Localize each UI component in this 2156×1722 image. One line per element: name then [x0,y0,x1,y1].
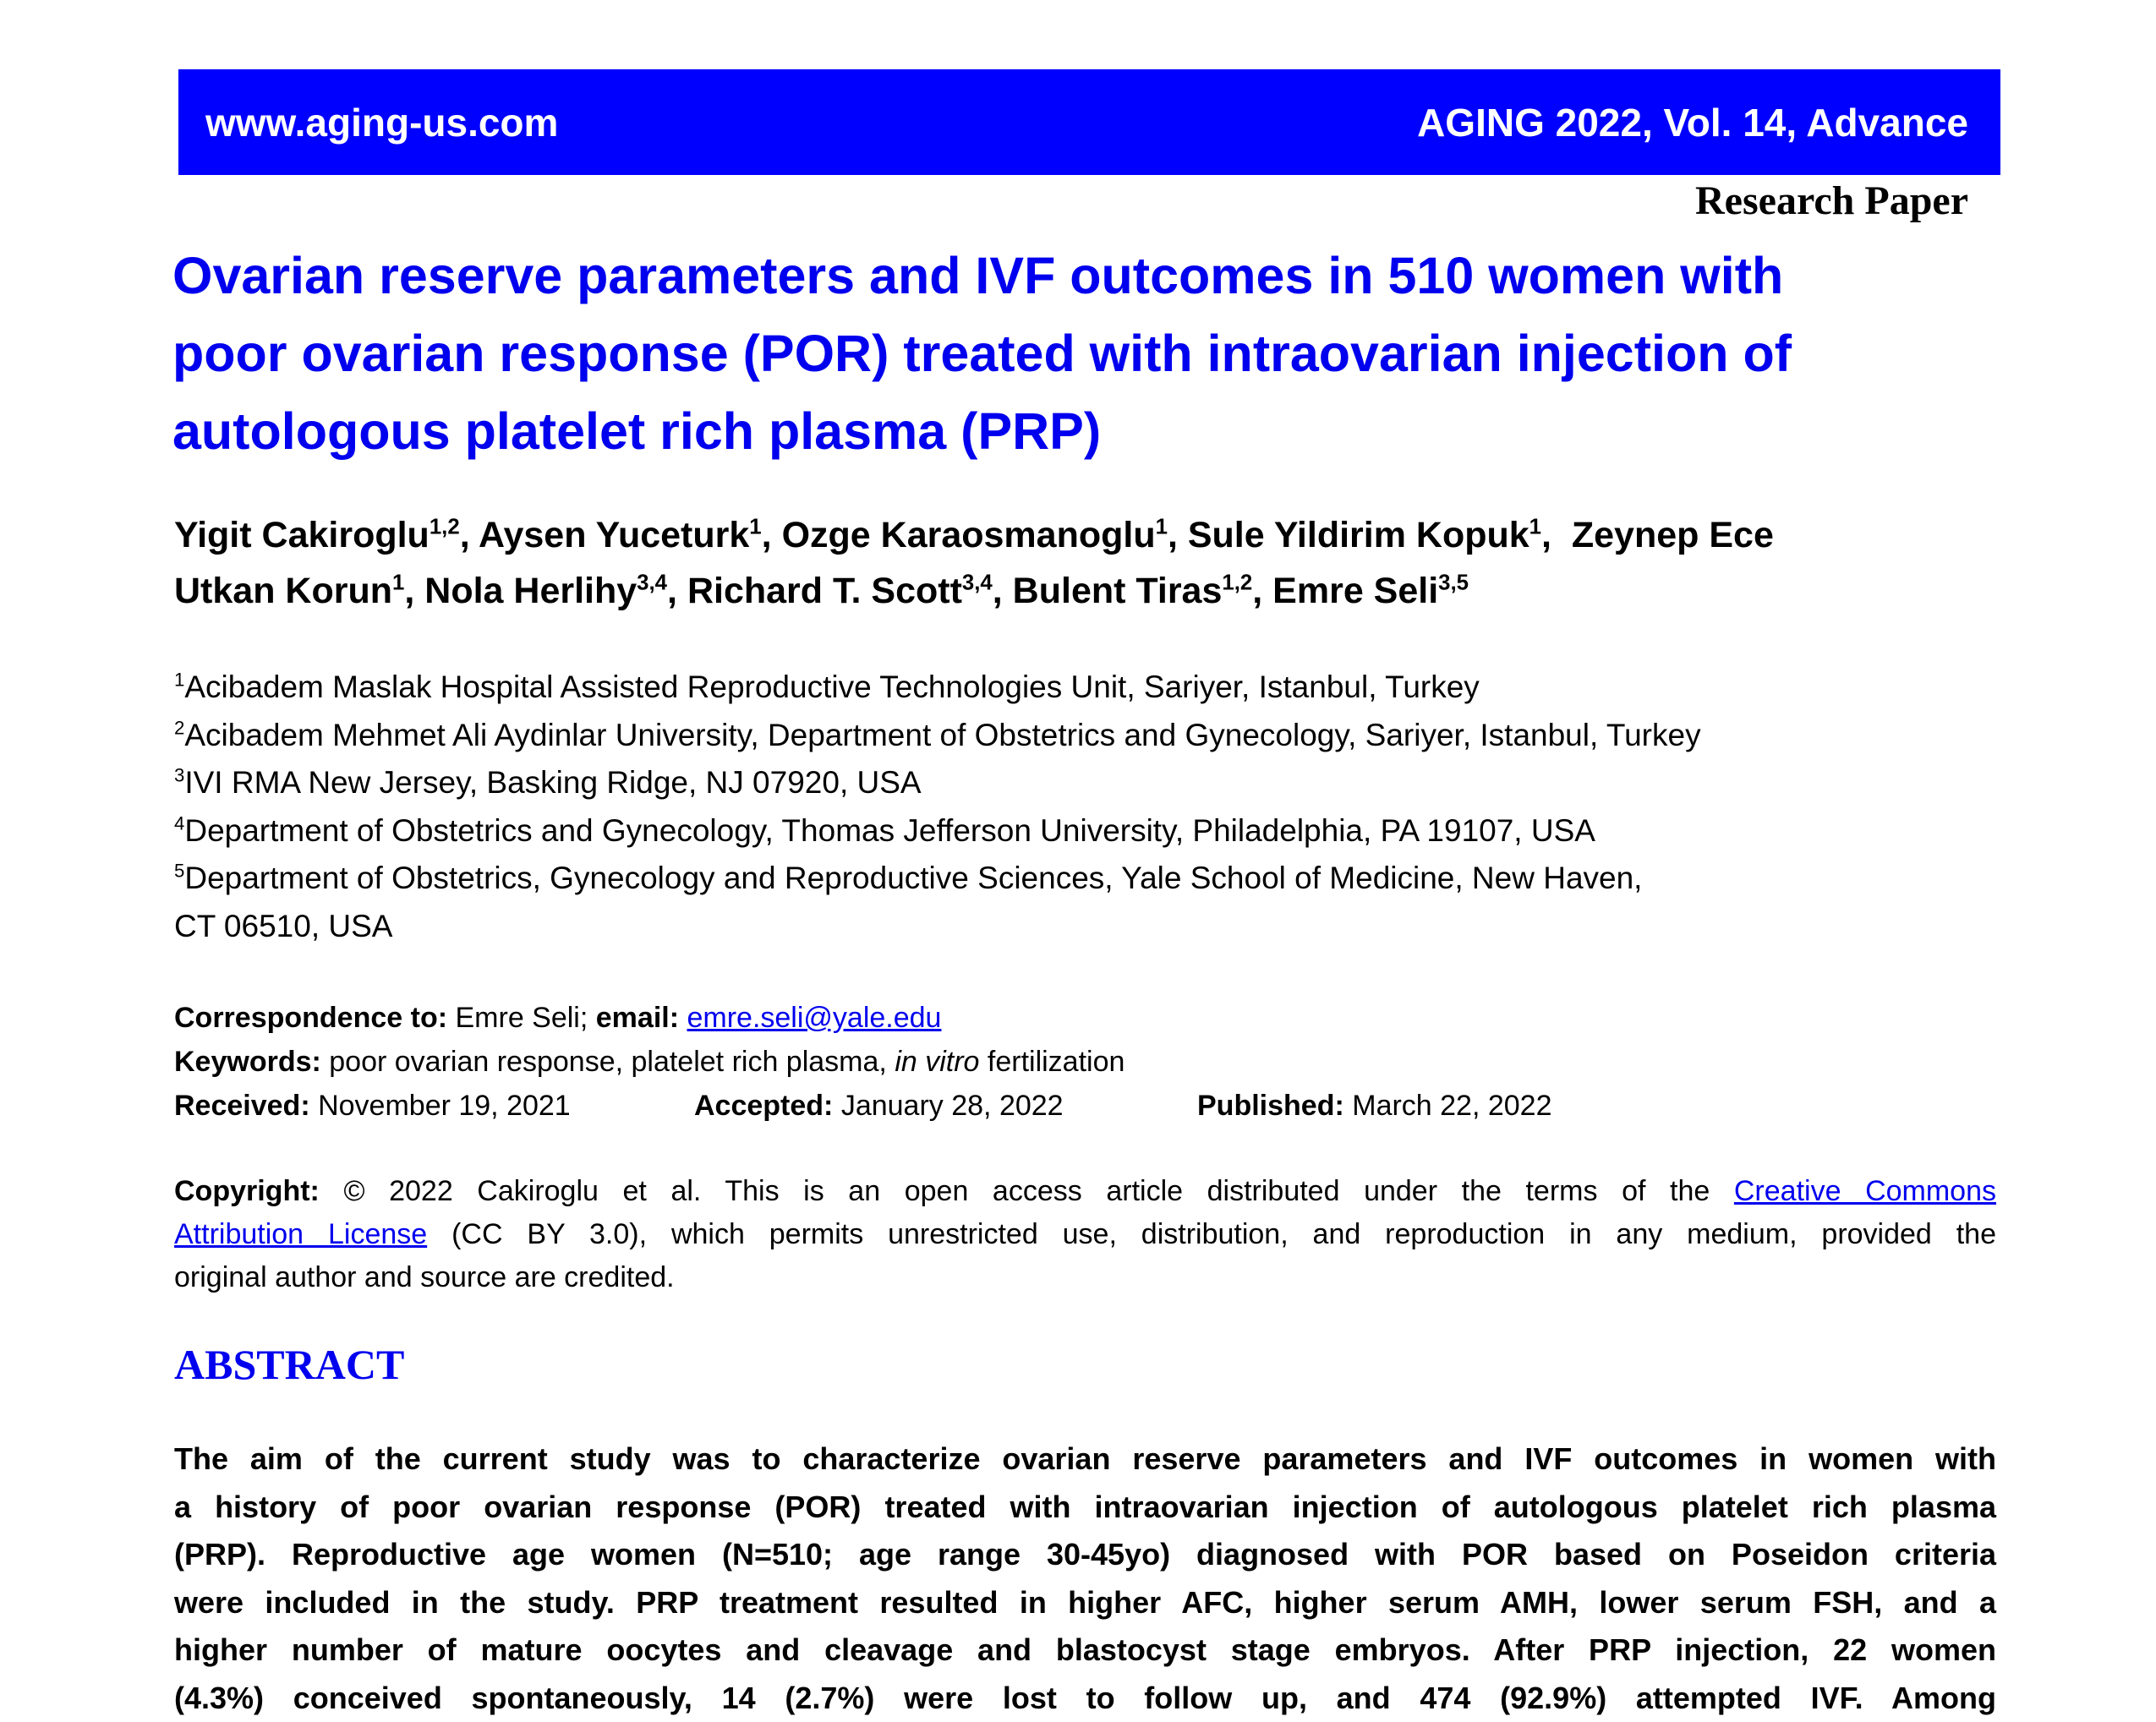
author-affil-sup: 3,4 [637,571,667,595]
author-name: Richard T. Scott [687,571,962,611]
author-affil-sup: 3,4 [962,571,993,595]
abstract-line: were included in the study. PRP treatment resulted in higher AFC, higher serum AMH, lower serum FSH, and a [174,1579,1996,1627]
author-sep: , [762,515,782,555]
author-affil-sup: 3,5 [1438,571,1469,595]
affiliation [174,759,1701,807]
affil-number: 4 [174,812,184,834]
author-name: Zeynep Ece [1572,515,1774,555]
corr-name: Emre Seli; [447,1002,596,1034]
author-list [174,507,1774,619]
author-affil-sup: 1 [749,516,761,539]
abstract-line: higher number of mature oocytes and cleavage and blastocyst stage embryos. After PRP injection, 22 women [174,1626,1996,1675]
affiliations [174,664,1701,950]
author-sep: , [1168,515,1188,555]
kw-text: poor ovarian response, platelet rich plasma, [321,1046,895,1078]
accepted-date: January 28, 2022 [833,1090,1063,1122]
kw-label: Keywords: [174,1046,321,1078]
title-line: Ovarian reserve parameters and IVF outcomes in 510 women with [172,237,2033,314]
dates [174,1084,1552,1128]
article-type: Research Paper [1695,178,1968,224]
keywords [174,1040,1552,1084]
copyright-label: Copyright: [174,1175,320,1207]
kw-italic: in vitro [895,1046,979,1078]
journal-issue: AGING 2022, Vol. 14, Advance [1417,100,1968,145]
affil-text: Acibadem Maslak Hospital Assisted Reproductive Technologies Unit, Sariyer, Istanbul, Turkey [184,670,1479,704]
received-label: Received: [174,1090,310,1122]
abstract-line: (4.3%) conceived spontaneously, 14 (2.7%) were lost to follow up, and 474 (92.9%) attempted IVF. Among [174,1675,1996,1722]
copyright-text-3: original author and source are credited. [174,1256,1996,1299]
title-line: poor ovarian response (POR) treated with intraovarian injection of [172,314,2033,392]
affiliation [174,712,1701,760]
author-sep: , [1541,515,1572,555]
author-sep: , [993,571,1013,611]
author-name: Aysen Yuceturk [479,515,749,555]
license-link[interactable]: Creative Commons [1734,1175,1996,1207]
author-line [174,507,1774,563]
author-line [174,563,1774,619]
abstract-line: (PRP). Reproductive age women (N=510; age range 30-45yo) diagnosed with POR based on Poseidon criteria [174,1531,1996,1579]
affiliation [174,903,1701,951]
copyright-text-2: (CC BY 3.0), which permits unrestricted use, distribution, and reproduction in any medium, provided the [427,1218,1996,1250]
abstract-line: The aim of the current study was to characterize ovarian reserve parameters and IVF outcomes in women with [174,1435,1996,1484]
corr-label: Correspondence to: [174,1002,447,1034]
article-meta [174,996,1552,1128]
author-name: Nola Herlihy [424,571,637,611]
author-sep: , [404,571,424,611]
paper-title [172,237,2033,470]
journal-banner [178,69,2000,175]
author-affil-sup: 1,2 [430,516,460,539]
title-line: autologous platelet rich plasma (PRP) [172,392,2033,470]
author-name: Ozge Karaosmanoglu [782,515,1156,555]
abstract-body [174,1435,1996,1722]
affil-text: IVI RMA New Jersey, Basking Ridge, NJ 07920, USA [184,765,921,800]
copyright [174,1170,1996,1299]
affil-text: Department of Obstetrics and Gynecology, Thomas Jefferson University, Philadelphia, PA 19107, USA [184,813,1595,848]
author-name: Bulent Tiras [1013,571,1223,611]
author-affil-sup: 1,2 [1222,571,1252,595]
affiliation [174,664,1701,712]
affil-number: 2 [174,717,184,738]
author-name: Utkan Korun [174,571,392,611]
copyright-text: © 2022 Cakiroglu et al. This is an open access article distributed under the terms of the [320,1175,1734,1207]
author-sep: , [1252,571,1272,611]
site-url[interactable]: www.aging-us.com [205,100,558,145]
author-name: Emre Seli [1272,571,1438,611]
author-name: Sule Yildirim Kopuk [1188,515,1529,555]
published-date: March 22, 2022 [1344,1090,1552,1122]
affiliation [174,807,1701,856]
abstract-line: a history of poor ovarian response (POR) treated with intraovarian injection of autologous platelet rich plasma [174,1484,1996,1532]
affiliation [174,855,1701,903]
accepted-label: Accepted: [694,1090,833,1122]
author-affil-sup: 1 [392,571,404,595]
received-date: November 19, 2021 [310,1090,571,1122]
email-link[interactable]: emre.seli@yale.edu [687,1002,941,1034]
author-name: Yigit Cakiroglu [174,515,430,555]
author-affil-sup: 1 [1529,516,1541,539]
affil-number: 1 [174,670,184,691]
kw-text-end: fertilization [979,1046,1125,1078]
affil-text: Acibadem Mehmet Ali Aydinlar University, Department of Obstetrics and Gynecology, Sariyer, Istanbul, Turkey [184,718,1700,752]
abstract-heading: ABSTRACT [174,1340,404,1389]
affil-number: 3 [174,765,184,786]
email-label: email: [596,1002,679,1034]
affil-text: Department of Obstetrics, Gynecology and Reproductive Sciences, Yale School of Medicine, New Haven, [184,861,1642,895]
published-label: Published: [1197,1090,1344,1122]
affil-number: 5 [174,861,184,882]
author-sep: , [667,571,687,611]
author-sep: , [460,515,479,555]
license-link-cont[interactable]: Attribution License [174,1218,427,1250]
affil-text: CT 06510, USA [174,909,392,943]
correspondence [174,996,1552,1040]
author-affil-sup: 1 [1156,516,1168,539]
